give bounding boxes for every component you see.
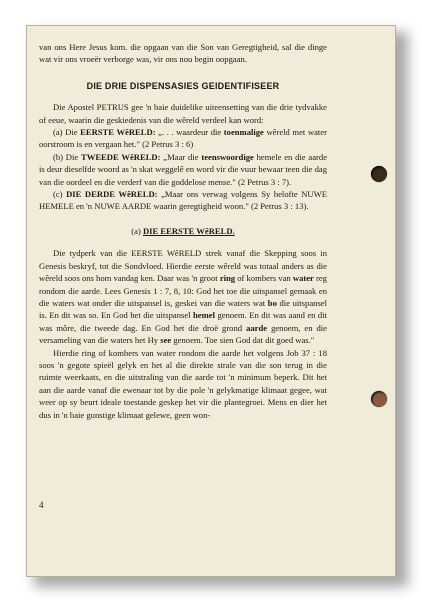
text-run: genoem. Toe sien God dat dit goed was." xyxy=(171,335,315,346)
item-c-title: DIE DERDE WêRELD: xyxy=(66,189,158,200)
intro-paragraph: van ons Here Jesus kom. die opgaan van die Son van Geregtigheid, sal die dinge wat vir ons vroeër verborge was, vir ons nou begin oopgaan. xyxy=(39,42,327,65)
item-a-text2: wêreld met water oorstroom is en vergaan het." (2 Petrus 3 : 6) xyxy=(39,127,327,150)
subheading-first-world xyxy=(39,225,327,237)
item-a-first-world xyxy=(39,126,327,151)
item-b-text1: „Maar die xyxy=(160,151,202,162)
item-b-label: (b) Die xyxy=(53,151,81,162)
bold-run: bo xyxy=(267,297,277,308)
text-run: genoem, en die versameling van die waters het Hy xyxy=(39,322,327,346)
bold-run: water xyxy=(292,273,314,284)
text-run: die uitspansel is. En dit was so. En God het die uitspansel xyxy=(39,297,327,321)
item-c-third-world xyxy=(39,188,327,213)
page-number: 4 xyxy=(39,500,44,510)
text-run: genoem. En dit was aand en dit was môre, die tweede dag. En God het die droë grond xyxy=(39,310,327,333)
item-b-title: TWEEDE WêRELD: xyxy=(81,151,161,162)
bold-run: aarde xyxy=(246,322,268,333)
bold-run: hemel xyxy=(193,310,215,321)
item-a-title: EERSTE WêRELD: xyxy=(80,127,156,138)
punch-hole-top xyxy=(371,166,387,182)
bold-run: ring xyxy=(219,273,236,284)
item-c-text: „Maar ons verwag volgens Sy belofte NUWE HEMELE en 'n NUWE AARDE waarin geregtigheid woon." (2 Petrus 3 : 13). xyxy=(39,189,328,212)
section-heading: DIE DRIE DISPENSASIES GEIDENTIFISEER xyxy=(86,80,280,91)
subheading-label: (a) xyxy=(131,225,143,236)
item-b-text2: hemele en die aarde is deur dieselfde woord as 'n skat weggelê en word vir die vuur bewaar teen die dag van die oordeel en die verderf van die goddelose mense." (2 Petrus 3 : 7). xyxy=(39,151,328,187)
item-a-text1: „. . . waardeur die xyxy=(155,127,224,138)
punch-hole-bottom xyxy=(371,391,387,407)
item-c-label: (c) xyxy=(53,189,67,200)
item-b-second-world xyxy=(39,151,327,188)
paragraph-petrus: Die Apostel PETRUS gee 'n baie duidelike uiteensetting van die drie tydvakke of eeue, waarin die geskiedenis van die wêreld verdeel kan word: xyxy=(39,102,327,125)
bold-run: see xyxy=(160,335,172,346)
text-run: Die tydperk van die EERSTE WêRELD strek vanaf die Skepping soos in Genesis beskryf, tot die Sondvloed. Hierdie eerste wêreld was totaal anders as die wêreld soos ons hom vandag ken. Daar was 'n groot xyxy=(39,248,327,284)
item-a-label: (a) Die xyxy=(53,127,81,138)
text-run: of kombers van xyxy=(235,273,293,284)
paragraph-first-world xyxy=(39,247,327,346)
page-text xyxy=(39,41,327,421)
item-b-emphasis: teenswoordige xyxy=(201,151,254,162)
item-a-emphasis: toenmalige xyxy=(223,127,264,138)
text-run: reg rondom die aarde. Lees Genesis 1 : 7, 8, 10: God het toe die uitspansel gemaak en die waters wat onder die uitspansel is, geskei van die waters wat xyxy=(39,273,327,308)
paragraph-water-ring: Hierdie ring of kombers van water rondom die aarde het volgens Job 37 : 18 soos 'n gegote spieël gelyk en het al die direkte strale van die son terug in die ruimte weerkaats, en die uitstraling van die aarde tot 'n minimum beperk. Dit het aan die aarde vanaf die ewenaar tot by die pole 'n gelykmatige klimaat gegee, wat weer op sy beurt ideale toestande geskep het vir die plantegroei. Mens en dier het dus in 'n baie gunstige klimaat gelewe, geen won- xyxy=(39,347,327,420)
subheading-title: DIE EERSTE WêRELD. xyxy=(142,225,235,236)
